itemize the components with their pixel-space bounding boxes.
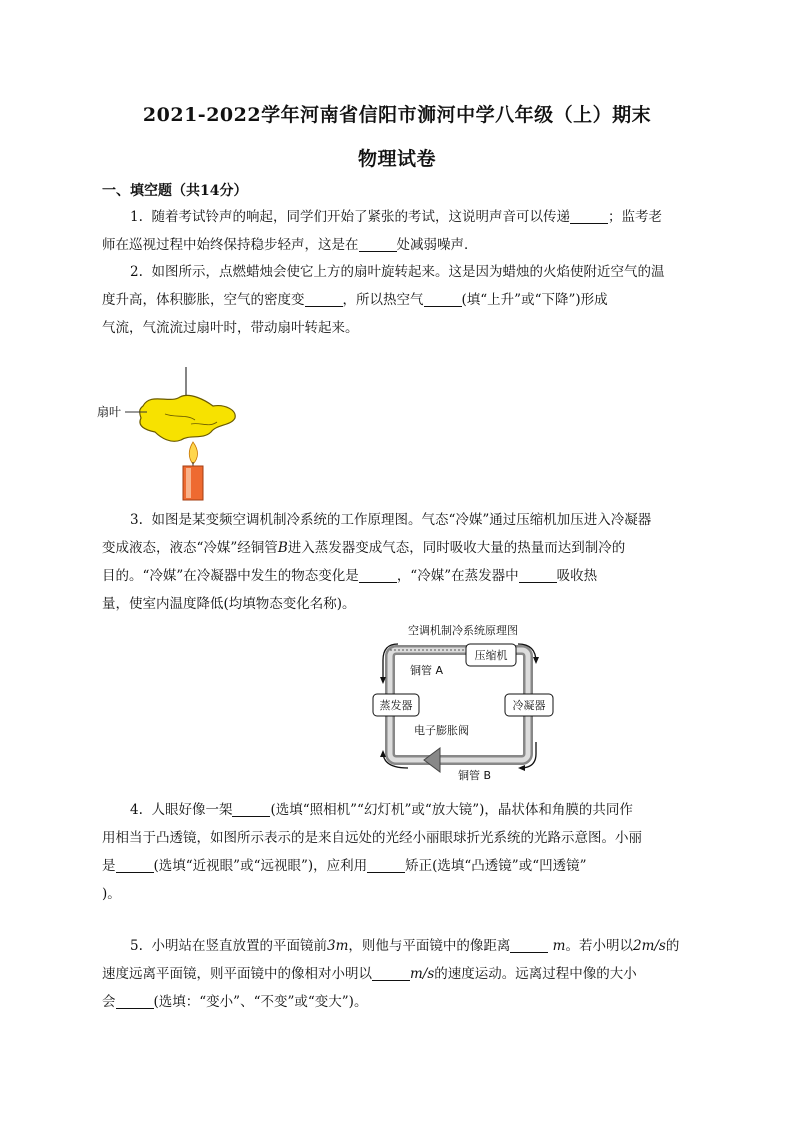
- question-text: 小明站在竖直放置的平面镜前: [151, 938, 327, 954]
- answer-blank[interactable]: [424, 292, 462, 307]
- question-text: 用相当于凸透镜，如图所示表示的是来自远处的光经小丽眼球折光系统的光路示意图。小丽: [102, 830, 642, 846]
- question-text: 量，使室内温度降低(均填物态变化名称)。: [102, 596, 356, 612]
- question-text: (选填：“变小”、“不变”或“变大”)。: [153, 994, 368, 1010]
- speed-value: 2m/s: [632, 938, 666, 954]
- question-2: [102, 258, 702, 342]
- question-5: [102, 932, 707, 1016]
- question-text: ；监考老: [607, 209, 662, 225]
- answer-blank[interactable]: [359, 568, 397, 583]
- section-heading: 一、填空题（共14分）: [102, 183, 248, 199]
- expansion-valve-icon: [424, 748, 440, 772]
- question-text: 度升高，体积膨胀，空气的密度变: [102, 292, 305, 308]
- question-text: 气流，气流流过扇叶时，带动扇叶转起来。: [102, 320, 359, 336]
- question-text: 速度远离平面镜，则平面镜中的像相对小明以: [102, 966, 372, 982]
- pipe-a-label: 铜管 A: [410, 664, 444, 677]
- question-1: [102, 203, 702, 259]
- question-text: 会: [102, 994, 116, 1010]
- question-text: (选填“近视眼”或“远视眼”)，应利用: [153, 858, 368, 874]
- exam-subtitle: 物理试卷: [357, 148, 436, 170]
- question-text: 随着考试铃声的响起，同学们开始了紧张的考试，这说明声音可以传递: [151, 209, 570, 225]
- answer-blank[interactable]: [232, 802, 270, 817]
- answer-blank[interactable]: [510, 938, 548, 953]
- question-text: ，“冷媒”在蒸发器中: [396, 568, 519, 584]
- exam-title: 2021-2022学年河南省信阳市浉河中学八年级（上）期末: [142, 104, 652, 126]
- question-text: 吸收热: [556, 568, 598, 584]
- diagram-title: 空调机制冷系统原理图: [408, 624, 518, 637]
- answer-blank[interactable]: [116, 858, 154, 873]
- question-text: (选填“照相机”“幻灯机”或“放大镜”)，晶状体和角膜的共同作: [270, 802, 633, 818]
- question-text: 是: [102, 858, 116, 874]
- refrigeration-diagram: [368, 622, 558, 782]
- question-text: 矫正(选填“凸透镜”或“凹透镜”: [405, 858, 587, 874]
- answer-blank[interactable]: [367, 858, 405, 873]
- distance-value: 3m: [326, 938, 349, 954]
- question-text: ，则他与平面镜中的像距离: [348, 938, 511, 954]
- question-text: 师在巡视过程中始终保持稳步轻声，这是在: [102, 237, 359, 253]
- question-number: 4.: [130, 802, 143, 818]
- unit-m: m: [552, 938, 566, 954]
- condenser-label: 冷凝器: [512, 699, 546, 712]
- question-text: 进入蒸发器变成气态，同时吸收大量的热量而达到制冷的: [287, 540, 626, 556]
- question-text: 人眼好像一架: [151, 802, 233, 818]
- question-3: [102, 506, 702, 618]
- question-text: 处减弱噪声．: [396, 237, 478, 253]
- flame-icon: [189, 442, 197, 464]
- question-number: 3.: [130, 512, 143, 528]
- fan-blade: [140, 395, 236, 441]
- question-4: [102, 796, 707, 908]
- compressor-label: 压缩机: [474, 649, 508, 662]
- question-text: 如图所示，点燃蜡烛会使它上方的扇叶旋转起来。这是因为蜡烛的火焰使附近空气的温: [151, 264, 665, 280]
- question-number: 5.: [130, 938, 143, 954]
- question-number: 1.: [130, 209, 143, 225]
- answer-blank[interactable]: [519, 568, 557, 583]
- fan-label: 扇叶: [97, 405, 122, 419]
- answer-blank[interactable]: [305, 292, 343, 307]
- question-number: 2.: [130, 264, 143, 280]
- candle-fan-figure: [95, 362, 255, 502]
- question-text: 如图是某变频空调机制冷系统的工作原理图。气态“冷媒”通过压缩机加压进入冷凝器: [151, 512, 652, 528]
- answer-blank[interactable]: [359, 237, 397, 252]
- evaporator-label: 蒸发器: [379, 699, 413, 712]
- valve-label: 电子膨胀阀: [414, 724, 469, 737]
- question-text: 变成液态，液态“冷媒”经铜管: [102, 540, 278, 556]
- unit-ms: m/s: [410, 966, 435, 982]
- question-text: 。若小明以: [565, 938, 633, 954]
- answer-blank[interactable]: [372, 966, 410, 981]
- answer-blank[interactable]: [570, 209, 608, 224]
- pipe-b-label: 铜管 B: [458, 769, 492, 782]
- question-text: ，所以热空气: [342, 292, 424, 308]
- pipe-b-symbol: B: [277, 540, 288, 556]
- answer-blank[interactable]: [116, 994, 154, 1009]
- question-text: 的: [665, 938, 680, 954]
- question-text: 目的。“冷媒”在冷凝器中发生的物态变化是: [102, 568, 359, 584]
- question-text: (填“上升”或“下降”)形成: [461, 292, 608, 308]
- question-text: )。: [102, 886, 121, 902]
- question-text: 的速度运动。远离过程中像的大小: [434, 966, 637, 982]
